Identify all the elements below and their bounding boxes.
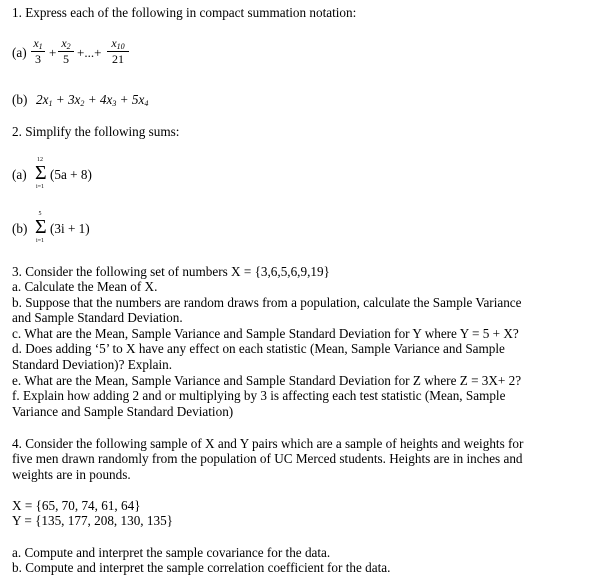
q4-y-set: Y = {135, 177, 208, 130, 135} bbox=[12, 513, 174, 528]
q1-heading: 1. Express each of the following in compact summation notation: bbox=[12, 5, 357, 20]
q3a: a. Calculate the Mean of X. bbox=[12, 279, 158, 294]
q3d-line2: Standard Deviation)? Explain. bbox=[12, 357, 173, 372]
q1b-label: (b) bbox=[12, 92, 28, 107]
q3-heading: 3. Consider the following set of numbers X = {3,6,5,6,9,19} bbox=[12, 264, 330, 279]
q1a-fraction-1-numerator: $x_1$ bbox=[33, 36, 43, 51]
q3f-line1: f. Explain how adding 2 and or multiplying by 3 is affecting each test statistic (Mean, Sample bbox=[12, 388, 506, 403]
q3c: c. What are the Mean, Sample Variance and Sample Standard Deviation for Y where Y = 5 + X? bbox=[12, 326, 519, 341]
q4-line1: 4. Consider the following sample of X and Y pairs which are a sample of heights and weights for bbox=[12, 436, 524, 451]
q2a-upper-limit: 12 bbox=[37, 157, 43, 163]
q3b-line2: and Sample Standard Deviation. bbox=[12, 310, 183, 325]
q4b: b. Compute and interpret the sample correlation coefficient for the data. bbox=[12, 560, 391, 575]
q2a-lower-limit: i=1 bbox=[35, 184, 45, 190]
q4-x-set: X = {65, 70, 74, 61, 64} bbox=[12, 498, 141, 513]
q4a: a. Compute and interpret the sample covariance for the data. bbox=[12, 545, 331, 560]
q2b-lower-limit: i=1 bbox=[35, 238, 45, 244]
q2a-sigma-icon: Σ bbox=[35, 162, 47, 184]
q2b-sigma-icon: Σ bbox=[35, 216, 47, 238]
q3b-line1: b. Suppose that the numbers are random draws from a population, calculate the Sample Variance bbox=[12, 295, 522, 310]
q4-line2: five men drawn randomly from the population of UC Merced students. Heights are in inches and bbox=[12, 451, 523, 466]
q1a-fraction-3 bbox=[107, 37, 129, 66]
q1a-fraction-3-denominator: 21 bbox=[112, 52, 124, 66]
q1b-expression: $2x_1 + 3x_2 + 4x_3 + 5x_4$ bbox=[36, 92, 149, 108]
q1a-fraction-1-denominator: 3 bbox=[35, 52, 41, 66]
q1a-fraction-1 bbox=[31, 37, 45, 66]
q1a-label: (a) bbox=[12, 45, 27, 60]
q1a-plus-1: + bbox=[49, 45, 57, 60]
q1a-fraction-2 bbox=[58, 37, 74, 66]
q3f-line2: Variance and Sample Standard Deviation) bbox=[12, 404, 234, 419]
q1a-ellipsis: +...+ bbox=[77, 45, 102, 60]
q1a-fraction-2-numerator: $x_2$ bbox=[61, 36, 71, 51]
q3e: e. What are the Mean, Sample Variance and Sample Standard Deviation for Z where Z = 3X+ 2? bbox=[12, 373, 522, 388]
q1a-fraction-3-numerator: $x_{10}$ bbox=[111, 36, 125, 51]
q2a-body: (5a + 8) bbox=[50, 167, 92, 182]
q2b-label: (b) bbox=[12, 221, 28, 236]
q2b-body: (3i + 1) bbox=[50, 221, 90, 236]
q2a-label: (a) bbox=[12, 167, 27, 182]
q3d-line1: d. Does adding ‘5’ to X have any effect on each statistic (Mean, Sample Variance and Sample bbox=[12, 341, 505, 356]
q2-heading: 2. Simplify the following sums: bbox=[12, 124, 180, 139]
q4-line3: weights are in pounds. bbox=[12, 467, 131, 482]
q1a-fraction-2-denominator: 5 bbox=[63, 52, 69, 66]
q2b-upper-limit: 5 bbox=[38, 211, 42, 217]
